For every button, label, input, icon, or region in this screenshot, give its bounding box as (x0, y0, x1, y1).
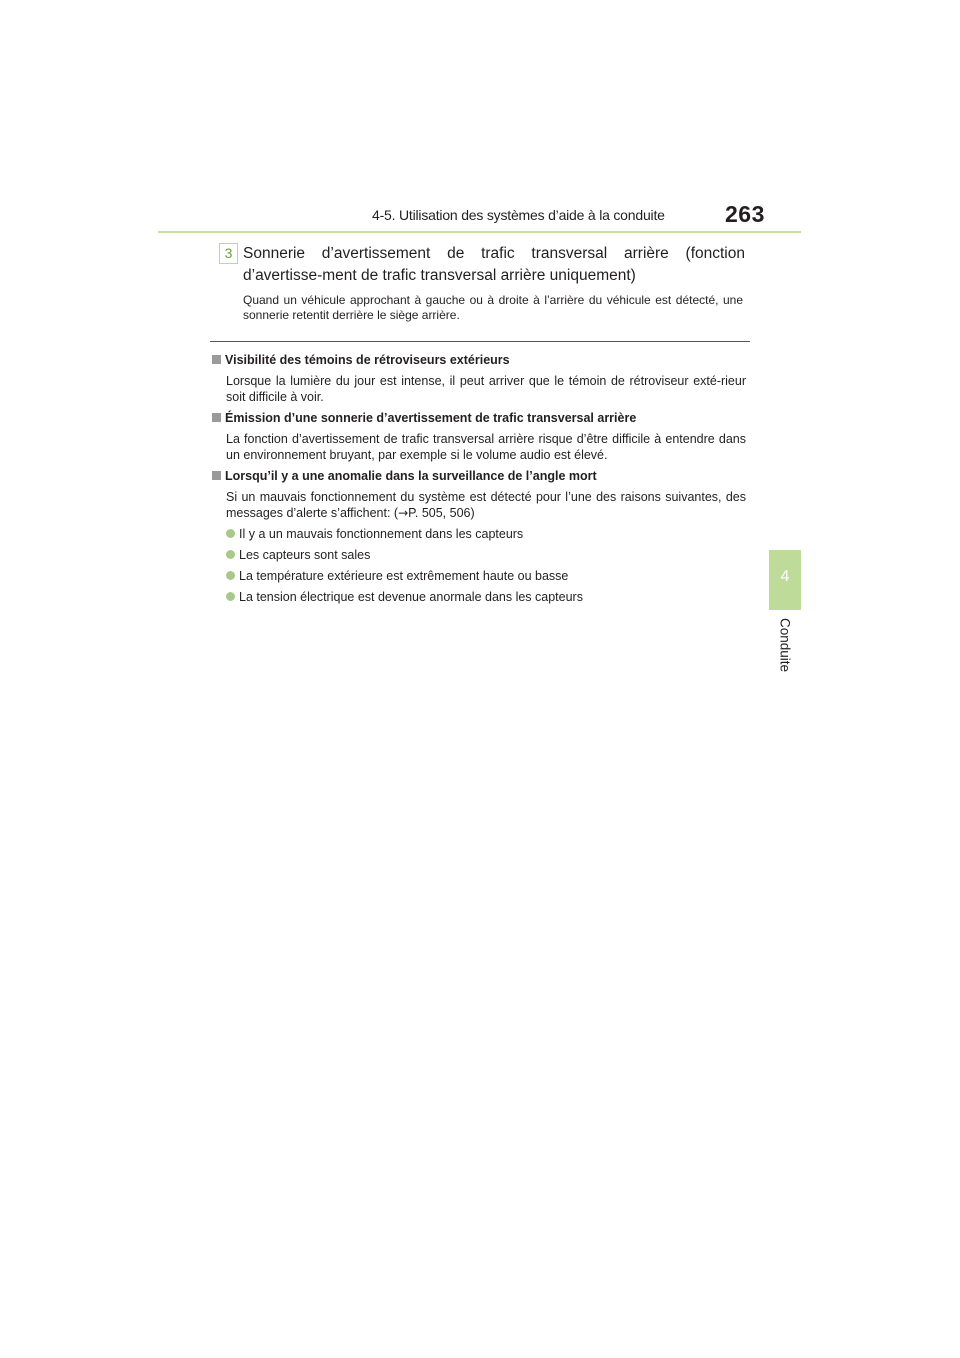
list-item (226, 527, 523, 541)
chapter-tab (769, 550, 801, 610)
arrow-right-icon: → (398, 505, 409, 520)
list-item (226, 569, 568, 583)
list-item-text: La tension électrique est devenue anormale dans les capteurs (239, 590, 583, 604)
section-heading-text: Émission d’une sonnerie d’avertissement de trafic transversal arrière (225, 411, 637, 425)
circle-bullet-icon (226, 571, 235, 580)
list-item-text: La température extérieure est extrêmement haute ou basse (239, 569, 569, 583)
section-body-text: ) (470, 505, 475, 520)
section-heading (212, 353, 510, 367)
section-heading-text: Visibilité des témoins de rétroviseurs extérieurs (225, 353, 510, 367)
chapter-label-text: Conduite (777, 618, 793, 673)
section-divider (210, 341, 750, 342)
section-body: Lorsque la lumière du jour est intense, il peut arriver que le témoin de rétroviseur exté-rieur soit difficile à voir. (226, 374, 746, 404)
list-item-text: Il y a un mauvais fonctionnement dans les capteurs (239, 527, 524, 541)
section-body (226, 490, 746, 521)
section-body: La fonction d’avertissement de trafic transversal arrière risque d’être difficile à entendre dans un environnement bruyant, par exemple si le volume audio est élevé. (226, 432, 746, 462)
list-item (226, 590, 583, 604)
section-title: 4-5. Utilisation des systèmes d’aide à la conduite (372, 207, 665, 223)
list-item (226, 548, 370, 562)
square-bullet-icon (212, 355, 221, 364)
chapter-label (771, 618, 799, 698)
chapter-number: 4 (780, 568, 790, 585)
callout-title: Sonnerie d’avertissement de trafic transversal arrière (fonction d’avertisse-ment de trafic transversal arrière uniquement) (243, 245, 745, 284)
section-heading (212, 411, 636, 425)
circle-bullet-icon (226, 550, 235, 559)
page-number: 263 (725, 201, 765, 227)
list-item-text: Les capteurs sont sales (239, 548, 371, 562)
circle-bullet-icon (226, 529, 235, 538)
section-heading (212, 469, 597, 483)
circle-bullet-icon (226, 592, 235, 601)
callout-number-badge: 3 (219, 243, 238, 264)
square-bullet-icon (212, 413, 221, 422)
page-reference[interactable]: P. 505, 506 (408, 505, 471, 520)
header-divider (158, 231, 801, 233)
section-heading-text: Lorsqu’il y a une anomalie dans la surveillance de l’angle mort (225, 469, 597, 483)
callout-description: Quand un véhicule approchant à gauche ou à droite à l’arrière du véhicule est détecté, une sonnerie retentit derrière le siège arrière. (243, 293, 743, 322)
section-body-text: Si un mauvais fonctionnement du système est détecté pour l’une des raisons suivantes, des messages d’alerte s’affichent: ( (226, 490, 746, 520)
square-bullet-icon (212, 471, 221, 480)
